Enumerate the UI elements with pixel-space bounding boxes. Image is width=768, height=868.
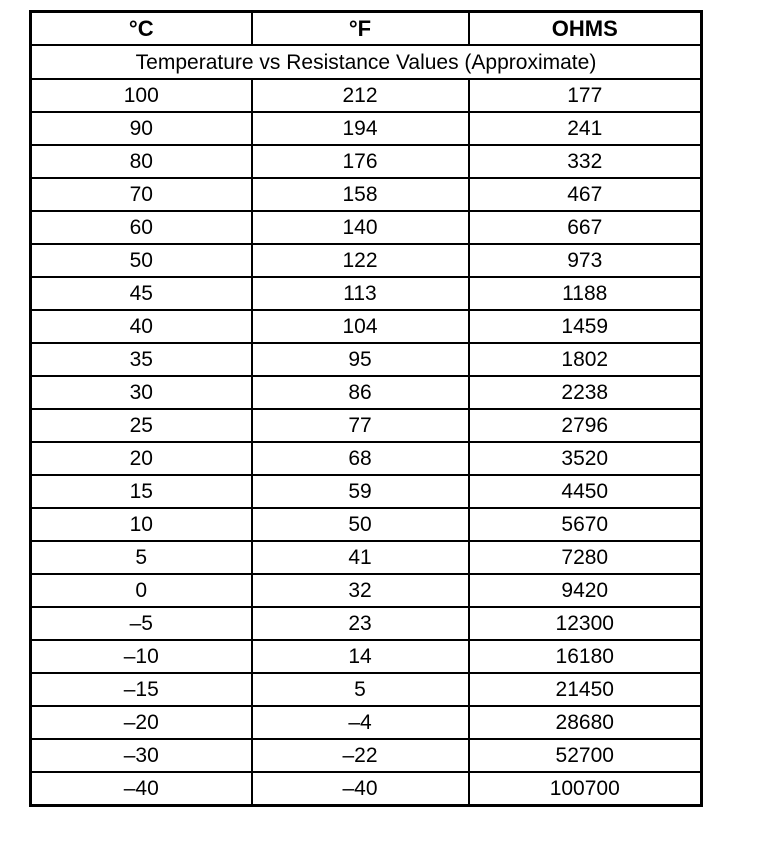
cell-ohms: 2238: [469, 376, 702, 409]
cell-celsius: –20: [31, 706, 252, 739]
cell-ohms: 1188: [469, 277, 702, 310]
cell-fahrenheit: 86: [252, 376, 469, 409]
caption-row: [31, 45, 702, 79]
cell-celsius: 50: [31, 244, 252, 277]
cell-ohms: 16180: [469, 640, 702, 673]
table-row: [31, 772, 702, 806]
table-row: [31, 112, 702, 145]
table-row: [31, 211, 702, 244]
table-row: [31, 310, 702, 343]
cell-fahrenheit: 194: [252, 112, 469, 145]
table-row: [31, 508, 702, 541]
cell-celsius: 25: [31, 409, 252, 442]
cell-fahrenheit: 95: [252, 343, 469, 376]
cell-celsius: 15: [31, 475, 252, 508]
cell-ohms: 21450: [469, 673, 702, 706]
table-row: [31, 178, 702, 211]
cell-celsius: 5: [31, 541, 252, 574]
cell-ohms: 52700: [469, 739, 702, 772]
cell-fahrenheit: –22: [252, 739, 469, 772]
cell-ohms: 4450: [469, 475, 702, 508]
cell-ohms: 177: [469, 79, 702, 112]
cell-ohms: 332: [469, 145, 702, 178]
table-row: [31, 706, 702, 739]
cell-celsius: –10: [31, 640, 252, 673]
cell-ohms: 5670: [469, 508, 702, 541]
table-row: [31, 145, 702, 178]
table-row: [31, 442, 702, 475]
cell-ohms: 2796: [469, 409, 702, 442]
cell-celsius: 20: [31, 442, 252, 475]
cell-celsius: 40: [31, 310, 252, 343]
cell-celsius: 35: [31, 343, 252, 376]
cell-celsius: 70: [31, 178, 252, 211]
cell-celsius: 60: [31, 211, 252, 244]
cell-ohms: 1459: [469, 310, 702, 343]
cell-fahrenheit: 104: [252, 310, 469, 343]
cell-celsius: 90: [31, 112, 252, 145]
cell-celsius: 80: [31, 145, 252, 178]
header-fahrenheit: °F: [252, 12, 469, 46]
cell-celsius: 100: [31, 79, 252, 112]
cell-celsius: –5: [31, 607, 252, 640]
cell-fahrenheit: 32: [252, 574, 469, 607]
cell-ohms: 28680: [469, 706, 702, 739]
cell-ohms: 3520: [469, 442, 702, 475]
header-row: [31, 12, 702, 46]
table-row: [31, 607, 702, 640]
cell-fahrenheit: 23: [252, 607, 469, 640]
cell-fahrenheit: 176: [252, 145, 469, 178]
table-body: [31, 79, 702, 806]
cell-fahrenheit: 5: [252, 673, 469, 706]
table-caption: Temperature vs Resistance Values (Approximate): [31, 45, 702, 79]
cell-fahrenheit: 77: [252, 409, 469, 442]
cell-fahrenheit: –40: [252, 772, 469, 806]
table-row: [31, 673, 702, 706]
cell-fahrenheit: 158: [252, 178, 469, 211]
table-row: [31, 640, 702, 673]
cell-ohms: 667: [469, 211, 702, 244]
cell-ohms: 1802: [469, 343, 702, 376]
table-row: [31, 409, 702, 442]
cell-ohms: 241: [469, 112, 702, 145]
table-row: [31, 244, 702, 277]
table-row: [31, 376, 702, 409]
table-row: [31, 475, 702, 508]
cell-celsius: –40: [31, 772, 252, 806]
cell-celsius: –30: [31, 739, 252, 772]
table-row: [31, 277, 702, 310]
temperature-resistance-table: [29, 10, 703, 807]
table-row: [31, 739, 702, 772]
cell-fahrenheit: 41: [252, 541, 469, 574]
cell-fahrenheit: 212: [252, 79, 469, 112]
header-celsius: °C: [31, 12, 252, 46]
cell-celsius: 0: [31, 574, 252, 607]
cell-celsius: 10: [31, 508, 252, 541]
cell-celsius: 45: [31, 277, 252, 310]
cell-ohms: 12300: [469, 607, 702, 640]
cell-fahrenheit: 59: [252, 475, 469, 508]
cell-fahrenheit: –4: [252, 706, 469, 739]
cell-ohms: 7280: [469, 541, 702, 574]
table-row: [31, 79, 702, 112]
cell-celsius: –15: [31, 673, 252, 706]
cell-ohms: 9420: [469, 574, 702, 607]
cell-fahrenheit: 68: [252, 442, 469, 475]
temperature-resistance-table-container: [29, 10, 700, 807]
cell-fahrenheit: 14: [252, 640, 469, 673]
cell-ohms: 973: [469, 244, 702, 277]
table-row: [31, 343, 702, 376]
table-row: [31, 574, 702, 607]
cell-fahrenheit: 122: [252, 244, 469, 277]
cell-ohms: 100700: [469, 772, 702, 806]
header-ohms: OHMS: [469, 12, 702, 46]
table-row: [31, 541, 702, 574]
cell-fahrenheit: 50: [252, 508, 469, 541]
cell-fahrenheit: 113: [252, 277, 469, 310]
cell-celsius: 30: [31, 376, 252, 409]
cell-ohms: 467: [469, 178, 702, 211]
cell-fahrenheit: 140: [252, 211, 469, 244]
